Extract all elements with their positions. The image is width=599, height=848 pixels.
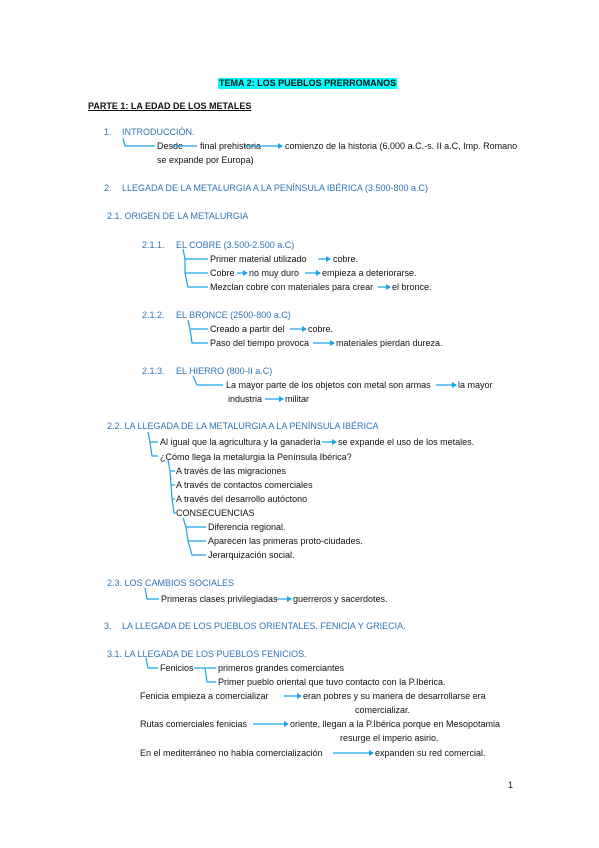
note-text: resurge el imperio asirio. [340,733,439,743]
note-text: final prehistoria [200,141,262,151]
subsection-number: 2.1.3. [142,366,165,376]
section-number: 1. [104,127,112,137]
note-text: cobre. [308,324,334,334]
note-text: expanden su red comercial. [375,748,486,758]
note-text: eran pobres y su manera de desarrollarse era [303,691,486,701]
section-number: 2. [104,183,112,193]
list-heading: CONSECUENCIAS [176,508,255,518]
section-number: 3. [104,621,112,631]
subsection-heading: EL COBRE (3.500-2.500 a.C) [176,240,295,250]
page-title: TEMA 2: LOS PUEBLOS PRERROMANOS [219,78,397,88]
part-heading: PARTE 1: LA EDAD DE LOS METALES [88,101,252,111]
note-text: Fenicia empieza a comercializar [140,691,269,701]
note-text: militar [285,394,309,404]
note-text: empieza a deteriorarse. [322,268,417,278]
note-text: industria [228,394,263,404]
note-text: Rutas comerciales fenicias [140,719,248,729]
note-text: cobre. [333,254,359,264]
note-text: oriente, llegan a la P.Ibérica porque en Mesopotamia [290,719,500,729]
subsection-heading: 3.1. LA LLEGADA DE LOS PUEBLOS FENICIOS. [107,649,307,659]
section-heading: INTRODUCCIÓN. [122,127,195,137]
note-text: ¿Cómo llega la metalurgia la Península Ibérica? [160,452,352,462]
list-item: Jerarquización social. [208,550,295,560]
note-text: materiales pierdan dureza. [336,338,443,348]
subsection-number: 2.1.1. [142,240,165,250]
list-item: Aparecen las primeras proto-ciudades. [208,536,363,546]
subsection-heading: EL HIERRO (800-II a.C) [176,366,273,376]
note-text: Cobre [210,268,235,278]
note-text: no muy duro [249,268,300,278]
subsection-number: 2.1.2. [142,310,165,320]
page-number: 1 [508,780,514,790]
note-text: se expande el uso de los metales. [338,437,475,447]
note-text: Primer pueblo oriental que tuvo contacto con la P.Ibérica. [218,677,446,687]
note-text: guerreros y sacerdotes. [293,594,388,604]
note-text: Desde [157,141,184,151]
subsection-heading: 2.2. LA LLEGADA DE LA METALURGIA A LA PENÍNSULA IBÉRICA [107,421,379,431]
section-heading: LA LLEGADA DE LOS PUEBLOS ORIENTALES. FENICIA Y GRIECIA. [122,621,406,631]
note-text: Primeras clases privilegiadas [161,594,278,604]
list-item: A través de contactos comerciales [176,480,313,490]
list-item: Diferencia regional. [208,522,286,532]
note-text: la mayor [458,380,493,390]
list-item: A través del desarrollo autóctono [176,494,308,504]
note-text: La mayor parte de los objetos con metal son armas [226,380,431,390]
subsection-heading: 2.1. ORIGEN DE LA METALURGIA [107,211,249,221]
note-text: Paso del tiempo provoca [210,338,310,348]
note-text: comienzo de la historia (6.000 a.C.-s. II a.C, Imp. Romano [285,141,518,151]
list-item: A través de las migraciones [176,466,287,476]
note-text: Al igual que la agricultura y la ganadería [160,437,321,447]
note-text: Fenicios [160,663,194,673]
note-text: se expande por Europa) [157,155,254,165]
subsection-heading: EL BRONCE (2500-800 a.C) [176,310,291,320]
note-text: Primer material utilizado [210,254,307,264]
note-text: Mezclan cobre con materiales para crear [210,282,374,292]
subsection-heading: 2.3. LOS CAMBIOS SOCIALES [107,578,235,588]
note-text: comercializar. [355,705,411,715]
note-text: Creado a partir del [210,324,285,334]
note-text: el bronce. [392,282,432,292]
note-text: En el mediterráneo no había comercialización [140,748,323,758]
section-heading: LLEGADA DE LA METALURGIA A LA PENÍNSULA IBÉRICA (3.500-800 a.C) [122,183,428,193]
note-text: primeros grandes comerciantes [218,663,345,673]
